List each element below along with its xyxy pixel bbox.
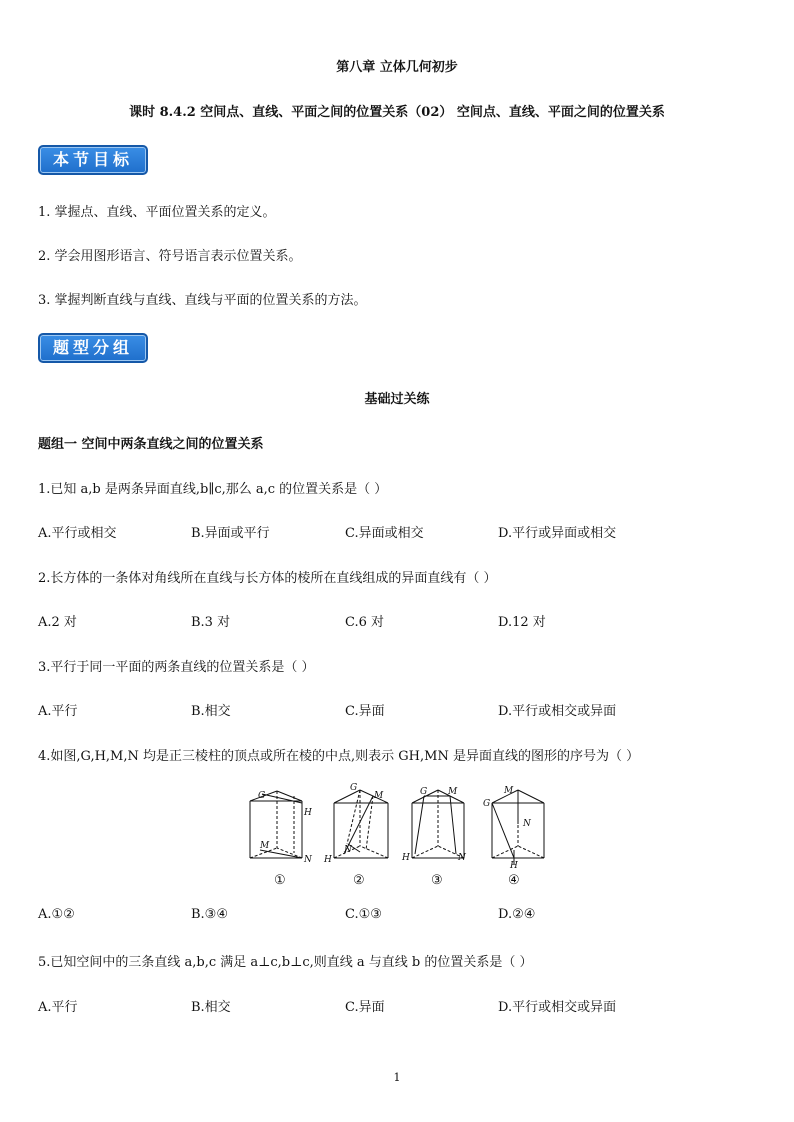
option-c: C.6 对 (345, 615, 385, 630)
section-title: 基础过关练 (364, 392, 430, 407)
chapter-title: 第八章 立体几何初步 (336, 60, 458, 75)
group-title: 题组一 空间中两条直线之间的位置关系 (38, 437, 264, 452)
point-label: M (504, 786, 514, 796)
option-b: B.3 对 (191, 615, 231, 630)
point-label: N (304, 855, 312, 865)
option-d: D.②④ (498, 907, 536, 922)
option-b: B.相交 (191, 1000, 231, 1015)
point-label: N (523, 819, 531, 829)
option-c: C.异面 (345, 704, 385, 719)
figure-3 (412, 790, 464, 858)
figure-4 (492, 790, 544, 864)
figure-label: ① (274, 873, 286, 888)
option-a: A.平行或相交 (38, 526, 117, 541)
figure-label: ④ (508, 873, 520, 888)
lesson-title: 课时 8.4.2 空间点、直线、平面之间的位置关系（02） 空间点、直线、平面之间的位置关系 (129, 105, 665, 120)
point-label: G (350, 783, 358, 793)
groups-badge: 题型分组 (38, 333, 148, 363)
option-b: B.异面或平行 (191, 526, 270, 541)
page-number: 1 (393, 1071, 401, 1084)
option-c: C.异面 (345, 1000, 385, 1015)
question-stem: 2.长方体的一条体对角线所在直线与长方体的棱所在直线组成的异面直线有（ ） (38, 571, 497, 586)
point-label: H (324, 855, 332, 865)
option-a: A.2 对 (38, 615, 77, 630)
goals-badge: 本节目标 (38, 145, 148, 175)
point-label: H (510, 861, 518, 870)
point-label: G (258, 791, 266, 801)
option-d: D.12 对 (498, 615, 546, 630)
option-a: A.平行 (38, 1000, 78, 1015)
point-label: M (374, 791, 384, 801)
figure-label: ③ (431, 873, 443, 888)
figure-1 (250, 791, 302, 858)
option-a: A.平行 (38, 704, 78, 719)
goal-item: 1. 掌握点、直线、平面位置关系的定义。 (38, 205, 276, 220)
point-label: H (402, 853, 410, 863)
option-c: C.①③ (345, 907, 382, 922)
point-label: M (260, 841, 270, 851)
option-b: B.③④ (191, 907, 228, 922)
figure-label: ② (353, 873, 365, 888)
option-a: A.①② (38, 907, 75, 922)
goal-item: 2. 学会用图形语言、符号语言表示位置关系。 (38, 249, 302, 264)
option-d: D.平行或相交或异面 (498, 1000, 617, 1015)
point-label: N (458, 853, 466, 863)
option-c: C.异面或相交 (345, 526, 424, 541)
question-stem: 3.平行于同一平面的两条直线的位置关系是（ ） (38, 660, 315, 675)
option-b: B.相交 (191, 704, 231, 719)
question-stem: 1.已知 a,b 是两条异面直线,b∥c,那么 a,c 的位置关系是（ ） (38, 482, 388, 497)
point-label: N (344, 845, 352, 855)
point-label: G (483, 799, 491, 809)
question-stem: 5.已知空间中的三条直线 a,b,c 满足 a⊥c,b⊥c,则直线 a 与直线 b 的位置关系是（ ） (38, 955, 533, 970)
question-stem: 4.如图,G,H,M,N 均是正三棱柱的顶点或所在棱的中点,则表示 GH,MN 是异面直线的图形的序号为（ ） (38, 749, 640, 764)
goal-item: 3. 掌握判断直线与直线、直线与平面的位置关系的方法。 (38, 293, 367, 308)
option-d: D.平行或异面或相交 (498, 526, 617, 541)
point-label: M (448, 787, 458, 797)
option-d: D.平行或相交或异面 (498, 704, 617, 719)
point-label: H (304, 808, 312, 818)
prism-figures (240, 778, 560, 870)
point-label: G (420, 787, 428, 797)
